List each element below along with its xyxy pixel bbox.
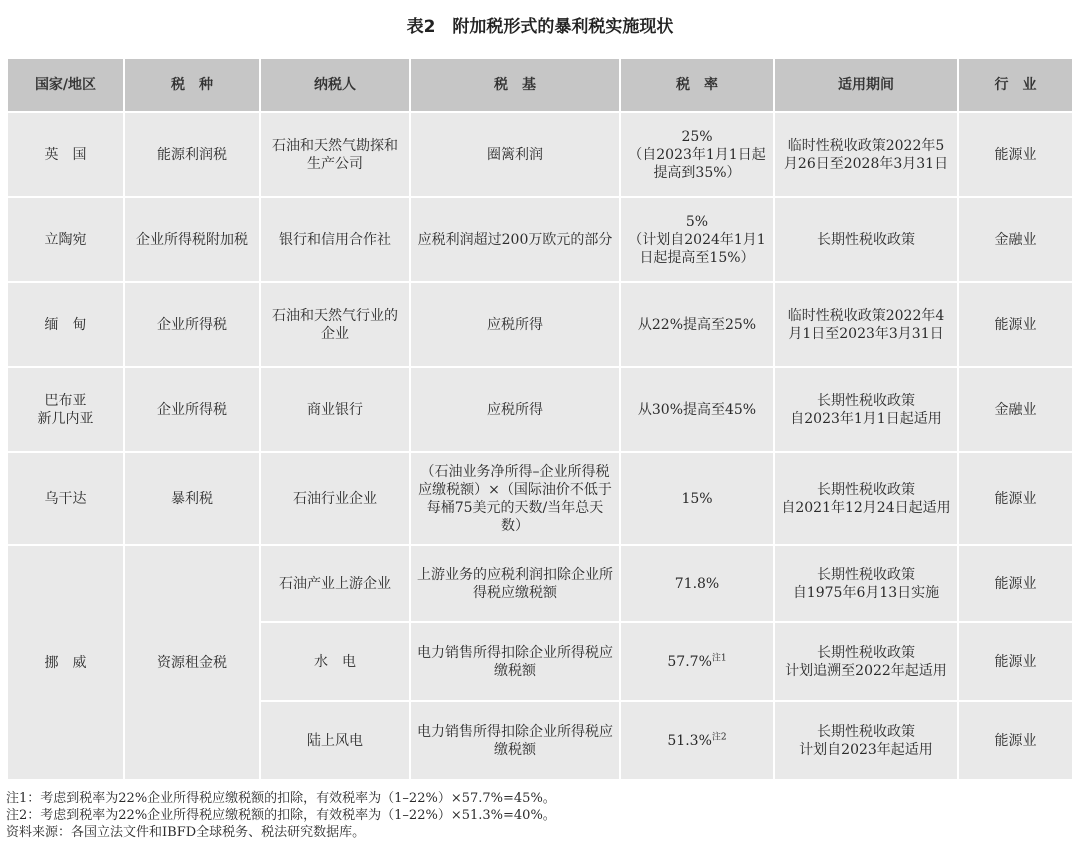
cell-period: 长期性税收政策 自2021年12月24日起适用 [774,452,958,545]
cell-tax-rate [620,701,774,780]
cell-taxpayer: 石油和天然气行业的企业 [260,282,410,367]
cell-period: 临时性税收政策2022年5月26日至2028年3月31日 [774,112,958,197]
cell-taxpayer: 陆上风电 [260,701,410,780]
rate-value: 71.8% [674,575,720,592]
cell-tax-base: 电力销售所得扣除企业所得税应缴税额 [410,701,620,780]
cell-tax-base: （石油业务净所得–企业所得税应缴税额）×（国际油价不低于每桶75美元的天数/当年总天数） [410,452,620,545]
header-row [7,58,1073,112]
cell-tax-base: 应税所得 [410,367,620,452]
table-row [7,282,1073,367]
table-row [7,545,1073,622]
cell-country: 挪 威 [7,545,124,780]
cell-taxpayer: 石油和天然气勘探和生产公司 [260,112,410,197]
table-row [7,197,1073,282]
cell-tax-base: 应税利润超过200万欧元的部分 [410,197,620,282]
cell-taxpayer: 石油产业上游企业 [260,545,410,622]
cell-tax-type: 企业所得税 [124,282,260,367]
cell-tax-base: 应税所得 [410,282,620,367]
cell-period: 长期性税收政策 [774,197,958,282]
cell-industry: 能源业 [958,545,1073,622]
rate-value: 57.7% [667,653,712,670]
header-tax-rate: 税 率 [620,58,774,112]
windfall-tax-table [6,57,1074,781]
cell-industry: 能源业 [958,701,1073,780]
note-2: 注2：考虑到税率为22%企业所得税应缴税额的扣除，有效税率为（1–22%）×51.3%=40%。 [6,808,556,823]
cell-tax-rate: 从22%提高至25% [620,282,774,367]
cell-tax-rate [620,545,774,622]
cell-period: 长期性税收政策 计划自2023年起适用 [774,701,958,780]
header-country: 国家/地区 [7,58,124,112]
cell-country: 乌干达 [7,452,124,545]
header-tax-type: 税 种 [124,58,260,112]
cell-tax-rate: 5% （计划自2024年1月1日起提高至15%） [620,197,774,282]
cell-tax-type: 企业所得税 [124,367,260,452]
cell-tax-rate: 25% （自2023年1月1日起提高到35%） [620,112,774,197]
cell-industry: 能源业 [958,622,1073,701]
note-marker: 注1 [711,652,727,663]
cell-tax-rate: 15% [620,452,774,545]
cell-country: 缅 甸 [7,282,124,367]
cell-tax-base: 上游业务的应税利润扣除企业所得税应缴税额 [410,545,620,622]
cell-tax-rate [620,622,774,701]
cell-period: 长期性税收政策 自1975年6月13日实施 [774,545,958,622]
cell-industry: 金融业 [958,367,1073,452]
header-tax-base: 税 基 [410,58,620,112]
header-taxpayer: 纳税人 [260,58,410,112]
cell-country: 巴布亚 新几内亚 [7,367,124,452]
cell-industry: 能源业 [958,282,1073,367]
cell-tax-rate: 从30%提高至45% [620,367,774,452]
cell-taxpayer: 商业银行 [260,367,410,452]
cell-tax-type: 暴利税 [124,452,260,545]
cell-period: 长期性税收政策 自2023年1月1日起适用 [774,367,958,452]
table-notes [6,790,556,841]
cell-taxpayer: 水 电 [260,622,410,701]
cell-taxpayer: 石油行业企业 [260,452,410,545]
table-title: 表2 附加税形式的暴利税实施现状 [406,17,674,37]
cell-period: 长期性税收政策 计划追溯至2022年起适用 [774,622,958,701]
rate-value: 51.3% [667,732,712,749]
cell-country: 英 国 [7,112,124,197]
cell-tax-base: 圈篱利润 [410,112,620,197]
table-row [7,367,1073,452]
header-period: 适用期间 [774,58,958,112]
note-1: 注1：考虑到税率为22%企业所得税应缴税额的扣除，有效税率为（1–22%）×57.7%=45%。 [6,791,556,806]
table-row [7,112,1073,197]
table-row [7,452,1073,545]
cell-industry: 能源业 [958,452,1073,545]
cell-tax-base: 电力销售所得扣除企业所得税应缴税额 [410,622,620,701]
cell-industry: 金融业 [958,197,1073,282]
cell-tax-type: 资源租金税 [124,545,260,780]
cell-industry: 能源业 [958,112,1073,197]
cell-country: 立陶宛 [7,197,124,282]
source-note: 资料来源：各国立法文件和IBFD全球税务、税法研究数据库。 [6,825,366,840]
cell-period: 临时性税收政策2022年4月1日至2023年3月31日 [774,282,958,367]
note-marker: 注2 [711,731,727,742]
header-industry: 行 业 [958,58,1073,112]
cell-taxpayer: 银行和信用合作社 [260,197,410,282]
cell-tax-type: 企业所得税附加税 [124,197,260,282]
cell-tax-type: 能源利润税 [124,112,260,197]
